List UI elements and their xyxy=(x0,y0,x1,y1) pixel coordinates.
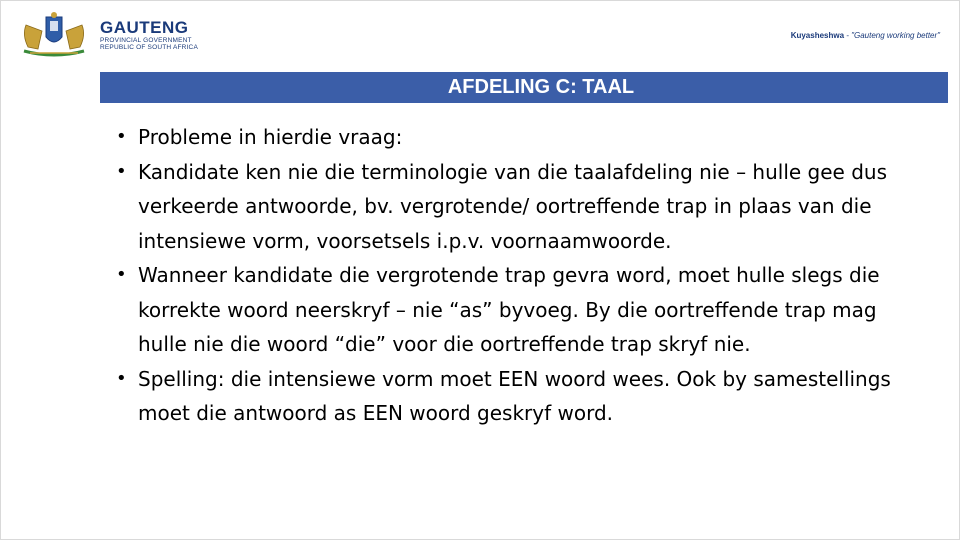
slogan-brand: Kuyasheshwa xyxy=(790,31,845,40)
title-bar xyxy=(100,72,948,103)
bullet-dot-icon: • xyxy=(116,367,127,389)
bullet-dot-icon: • xyxy=(116,264,127,285)
gauteng-logo xyxy=(12,10,198,60)
coat-of-arms-icon xyxy=(12,11,96,59)
bullet-text: Wanneer kandidate die vergrotende trap gevra word, moet hulle slegs die korrekte woord neerskryf – nie “as” byvoeg. By die oortreffende trap mag hulle nie die woord “die” voor die oortreffende trap skryf nie. xyxy=(138,263,880,356)
slide-title: AFDELING C: TAAL xyxy=(447,76,635,98)
bullet-item xyxy=(112,258,922,362)
bullet-dot-icon: • xyxy=(116,126,127,147)
bullet-item xyxy=(112,120,922,155)
logo-name: GAUTENG xyxy=(100,18,189,37)
bullet-list xyxy=(112,120,922,431)
bullet-item xyxy=(112,155,922,259)
bullet-text: Kandidate ken nie die terminologie van die taalafdeling nie – hulle gee dus verkeerde antwoorde, bv. vergrotende/ oortreffende trap in plaas van die intensiewe vorm, voorsetsels i.p.v. voornaamwoorde. xyxy=(138,159,888,253)
bullet-dot-icon: • xyxy=(116,160,127,182)
bullet-item xyxy=(112,362,922,431)
slogan-quote: - "Gauteng working better" xyxy=(844,31,940,40)
slogan xyxy=(791,31,940,40)
logo-subtitle-2: REPUBLIC OF SOUTH AFRICA xyxy=(100,44,198,51)
bullet-text: Probleme in hierdie vraag: xyxy=(138,125,403,149)
bullet-text: Spelling: die intensiewe vorm moet EEN woord wees. Ook by samestellings moet die antwoord as EEN woord geskryf word. xyxy=(138,366,891,425)
logo-subtitle-1: PROVINCIAL GOVERNMENT xyxy=(100,37,192,44)
logo-text-block xyxy=(100,19,198,51)
